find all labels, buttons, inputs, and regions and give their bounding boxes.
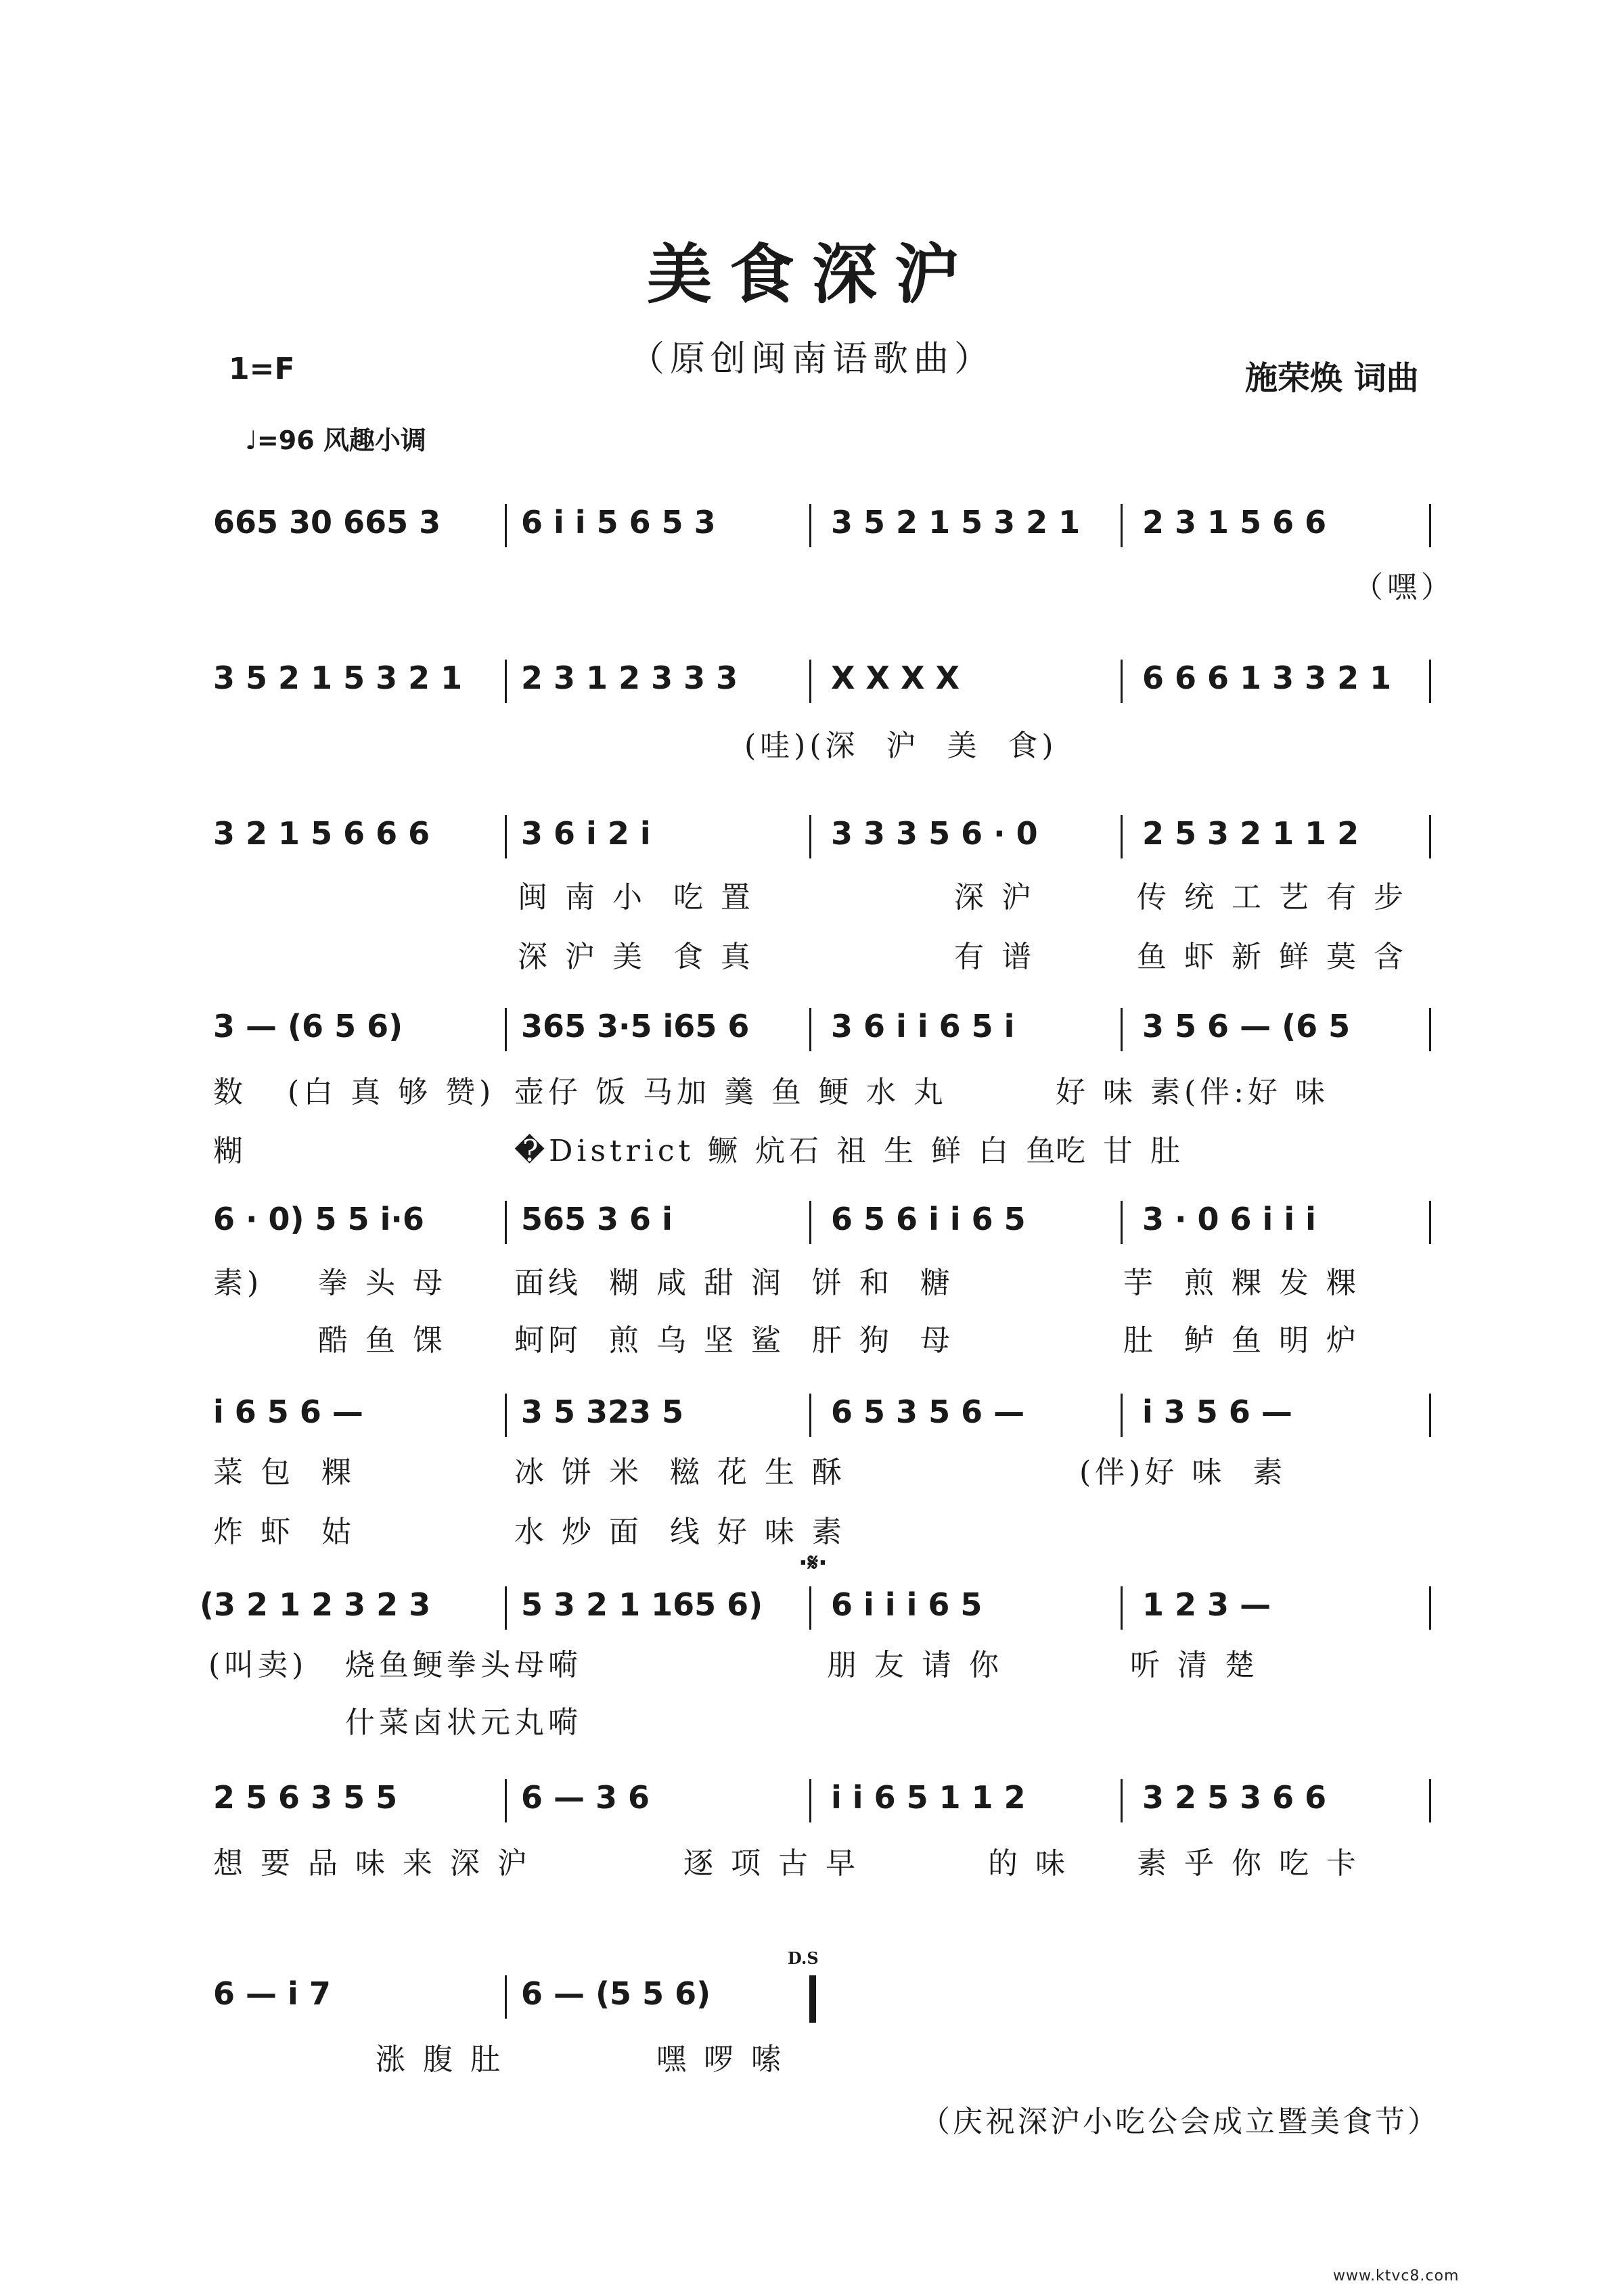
lyric: 烧鱼鲠拳头母嗬 [345,1648,582,1682]
lyric: 吃 甘 肚 [1056,1134,1184,1168]
barline [1121,1201,1123,1244]
measure: 3 2 5 3 6 6 [1142,1779,1327,1816]
measure: 1 2 3 — [1142,1586,1271,1623]
barline [505,660,507,703]
lyric: 酷 鱼 馃 [318,1323,447,1358]
lyric: (叫卖) [208,1648,308,1682]
barline [1429,1586,1431,1630]
barline [505,1975,507,2019]
barline [1429,660,1431,703]
barline [505,1201,507,1244]
lyric: 拳 头 母 [318,1266,447,1300]
lyric: 好 味 素(伴:好 味 [1056,1075,1329,1109]
measure: i 6 5 6 — [213,1394,363,1430]
barline [505,1008,507,1051]
barline [1121,815,1123,858]
barline [1429,504,1431,547]
lyric: 朋 友 请 你 [827,1648,1003,1682]
lyric: 听 清 楚 [1130,1648,1259,1682]
tempo-marking: ♩=96 风趣小调 [245,426,426,455]
barline [1429,1008,1431,1051]
lyric: 冰 饼 米 糍 花 生 酥 [514,1455,846,1490]
barline [505,1586,507,1630]
lyric: 水 炒 面 线 好 味 素 [514,1515,846,1549]
song-subtitle: （原创闽南语歌曲） [629,339,995,380]
lyric: 壶仔 饭 马加 羹 鱼 鲠 水 丸 [514,1075,947,1109]
measure: 6 i i i 6 5 [831,1586,983,1623]
lyric: 逐 项 古 早 [683,1846,859,1881]
key-signature: 1=F [229,352,295,386]
measure: 6 i i 5 6 5 3 [521,504,716,541]
author-credit: 施荣焕 词曲 [1245,359,1419,397]
barline [809,1008,811,1051]
barline [809,1779,811,1822]
barline [809,1201,811,1244]
lyric: 素) [213,1266,263,1300]
lyric: (伴)好 味 素 [1079,1455,1287,1490]
lyric: 面线 糊 咸 甜 润 饼 和 糖 [514,1266,954,1300]
barline [1429,1201,1431,1244]
barline [1121,504,1123,547]
lyric: 芋 煎 粿 发 粿 [1123,1266,1360,1300]
barline [1121,1008,1123,1051]
measure: 2 5 3 2 1 1 2 [1142,815,1359,852]
lyric: (白 真 够 赞) [288,1075,495,1109]
lyric: 数 [213,1075,247,1109]
barline [1429,815,1431,858]
lyric: 肚 鲈 鱼 明 炉 [1123,1323,1360,1358]
lyric: 炸 虾 姑 [213,1515,355,1549]
barline [1429,1779,1431,1822]
repeat-end-barline [809,1975,816,2023]
measure: 6 — 3 6 [521,1779,650,1816]
barline [505,504,507,547]
measure: 6 5 6 i i 6 5 [831,1201,1026,1237]
lyric: （嘿） [1353,570,1455,605]
measure: 6 · 0) 5 5 i·6 [213,1201,424,1237]
measure: 565 3 6 i [521,1201,673,1237]
measure: 3 5 2 1 5 3 2 1 [831,504,1081,541]
barline [1121,1779,1123,1822]
lyric: 深 沪 [954,880,1035,915]
ds-mark: D.S [788,1948,819,1968]
measure: 2 5 6 3 5 5 [213,1779,398,1816]
watermark: www.ktvc8.com [1333,2268,1460,2284]
measure: 665 30 665 3 [213,504,441,541]
barline [809,815,811,858]
song-title: 美食深沪 [647,236,977,313]
lyric: 的 味 [988,1846,1069,1881]
measure: i 3 5 6 — [1142,1394,1292,1430]
measure: 365 3·5 i65 6 [521,1008,750,1044]
measure: 3 2 1 5 6 6 6 [213,815,430,852]
lyric: 糊 [213,1134,247,1168]
measure: 3 · 0 6 i i i [1142,1201,1316,1237]
measure: 6 6 6 1 3 3 2 1 [1142,660,1392,696]
measure: i i 6 5 1 1 2 [831,1779,1026,1816]
barline [505,815,507,858]
barline [1121,1394,1123,1437]
barline [505,1394,507,1437]
lyric: 涨 腹 肚 [376,2042,504,2077]
lyric: 想 要 品 味 来 深 沪 [213,1846,531,1881]
measure: 3 — (6 5 6) [213,1008,403,1044]
measure: 2 3 1 5 6 6 [1142,504,1327,541]
measure: X X X X [831,660,960,696]
lyric: 什菜卤状元丸嗬 [345,1705,582,1740]
barline [505,1779,507,1822]
lyric: 素 乎 你 吃 卡 [1137,1846,1360,1881]
footer-note: （庆祝深沪小吃公会成立暨美食节） [920,2105,1440,2139]
measure: 3 5 323 5 [521,1394,684,1430]
measure: (3 2 1 2 3 2 3 [200,1586,431,1623]
measure: 3 6 i i 6 5 i [831,1008,1015,1044]
lyric: 蚵阿 煎 乌 坚 鲨 肝 狗 母 [514,1323,954,1358]
measure: 3 6 i 2 i [521,815,651,852]
measure: 6 5 3 5 6 — [831,1394,1025,1430]
lyric: �District 鳜 炕石 祖 生 鲜 白 鱼 [514,1134,1060,1168]
measure: 5 3 2 1 165 6) [521,1586,763,1623]
barline [809,1394,811,1437]
barline [1121,660,1123,703]
lyric: 鱼 虾 新 鲜 莫 含 [1137,940,1407,974]
segno-mark: ·𝄋· [798,1549,828,1577]
lyric: 菜 包 粿 [213,1455,355,1490]
measure: 6 — i 7 [213,1975,331,2012]
measure: 2 3 1 2 3 3 3 [521,660,738,696]
lyric: 有 谱 [954,940,1035,974]
measure: 3 3 3 5 6 · 0 [831,815,1038,852]
barline [809,504,811,547]
measure: 3 5 2 1 5 3 2 1 [213,660,463,696]
barline [1121,1586,1123,1630]
lyric: 深 沪 美 食 真 [518,940,754,974]
barline [809,660,811,703]
barline [809,1586,811,1630]
measure: 6 — (5 5 6) [521,1975,711,2012]
barline [1429,1394,1431,1437]
lyric: 传 统 工 艺 有 步 [1137,880,1407,915]
lyric: 嘿 啰 嗦 [656,2042,785,2077]
lyric: (哇)(深 沪 美 食) [744,729,1058,763]
measure: 3 5 6 — (6 5 [1142,1008,1351,1044]
lyric: 闽 南 小 吃 置 [518,880,754,915]
